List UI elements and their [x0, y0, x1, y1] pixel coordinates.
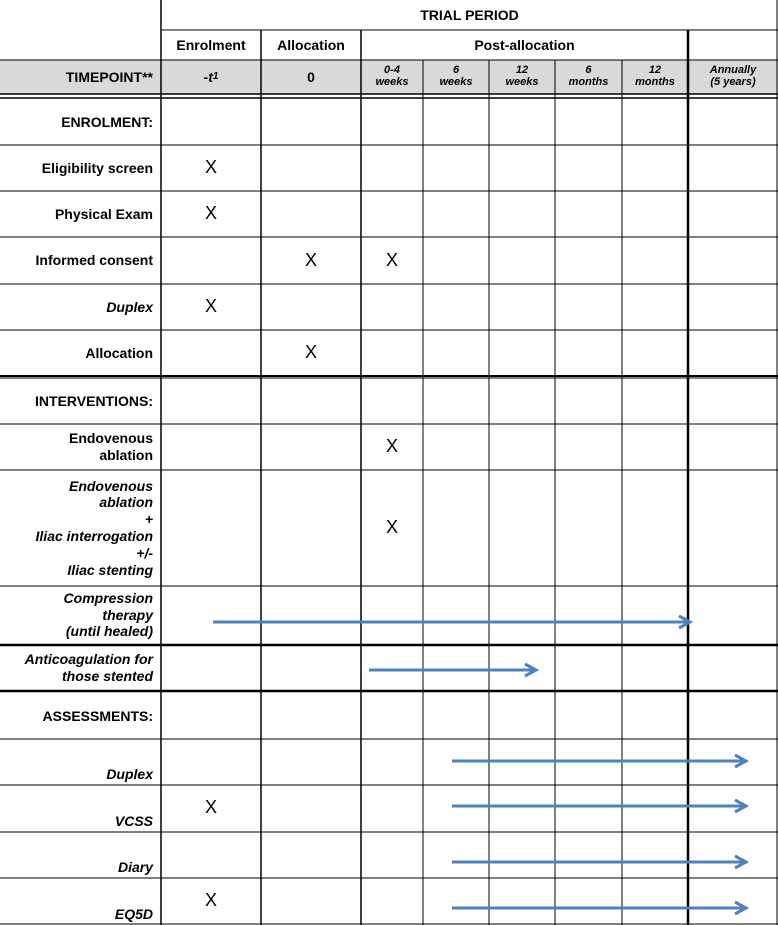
mark-duplex-enrolment: X	[204, 296, 217, 317]
row-vcss: VCSS	[114, 813, 153, 830]
timepoint-zero: 0	[307, 68, 315, 85]
row-allocation: Allocation	[85, 344, 153, 361]
mark-endovenous-iliac-0-4-weeks: X	[385, 517, 398, 538]
mark-eq5d-enrolment: X	[204, 890, 217, 910]
timepoint-12-months: 12 months	[635, 64, 675, 88]
timepoint-annually: Annually (5 years)	[709, 64, 757, 88]
mark-endovenous-0-4-weeks: X	[385, 436, 398, 457]
mark-eligibility-enrolment: X	[204, 157, 217, 178]
allocation-header: Allocation	[277, 36, 345, 53]
row-anticoagulation: Anticoagulation for those stented	[24, 651, 153, 684]
timepoint-12-weeks: 12 weeks	[505, 64, 539, 88]
timepoint-t1-prefix: -t	[203, 68, 213, 85]
timepoint-6-months: 6 months	[568, 64, 609, 88]
timepoint-0-4-weeks: 0-4 weeks	[375, 64, 409, 88]
row-endovenous-ablation: Endovenous ablation	[68, 430, 153, 463]
mark-vcss-enrolment: X	[204, 797, 217, 817]
row-informed-consent: Informed consent	[35, 252, 153, 269]
mark-consent-0-4-weeks: X	[385, 249, 398, 270]
trial-period-header: TRIAL PERIOD	[420, 6, 519, 23]
section-interventions: INTERVENTIONS:	[35, 392, 153, 409]
arrow-anticoagulation	[369, 664, 536, 676]
arrow-compression-therapy	[213, 616, 690, 628]
row-endovenous-iliac: Endovenous ablation + Iliac interrogation +/- Iliac stenting	[35, 477, 153, 578]
mark-consent-allocation: X	[304, 249, 317, 270]
timepoint-t1-sub: 1	[212, 71, 219, 82]
row-compression-therapy: Compression therapy (until healed)	[63, 589, 153, 640]
section-assessments: ASSESSMENTS:	[42, 707, 153, 724]
section-enrolment: ENROLMENT:	[61, 113, 153, 130]
arrow-vcss	[452, 800, 746, 812]
row-physical-exam: Physical Exam	[54, 205, 153, 222]
enrolment-header: Enrolment	[176, 36, 246, 53]
post-allocation-header: Post-allocation	[474, 36, 575, 53]
row-eligibility-screen: Eligibility screen	[41, 159, 153, 176]
timepoint-6-weeks: 6 weeks	[439, 64, 473, 88]
row-eq5d: EQ5D	[114, 906, 153, 923]
timepoint-t1	[161, 60, 261, 94]
mark-allocation-allocation: X	[304, 342, 317, 363]
mark-physical-exam-enrolment: X	[204, 203, 217, 224]
row-duplex-assessment: Duplex	[106, 766, 153, 783]
arrow-diary	[452, 856, 746, 868]
timepoint-label: TIMEPOINT**	[65, 68, 153, 85]
row-duplex-enrolment: Duplex	[106, 298, 153, 315]
arrow-duplex-assessment	[452, 755, 746, 767]
arrow-eq5d	[452, 902, 746, 914]
row-diary: Diary	[117, 859, 153, 876]
